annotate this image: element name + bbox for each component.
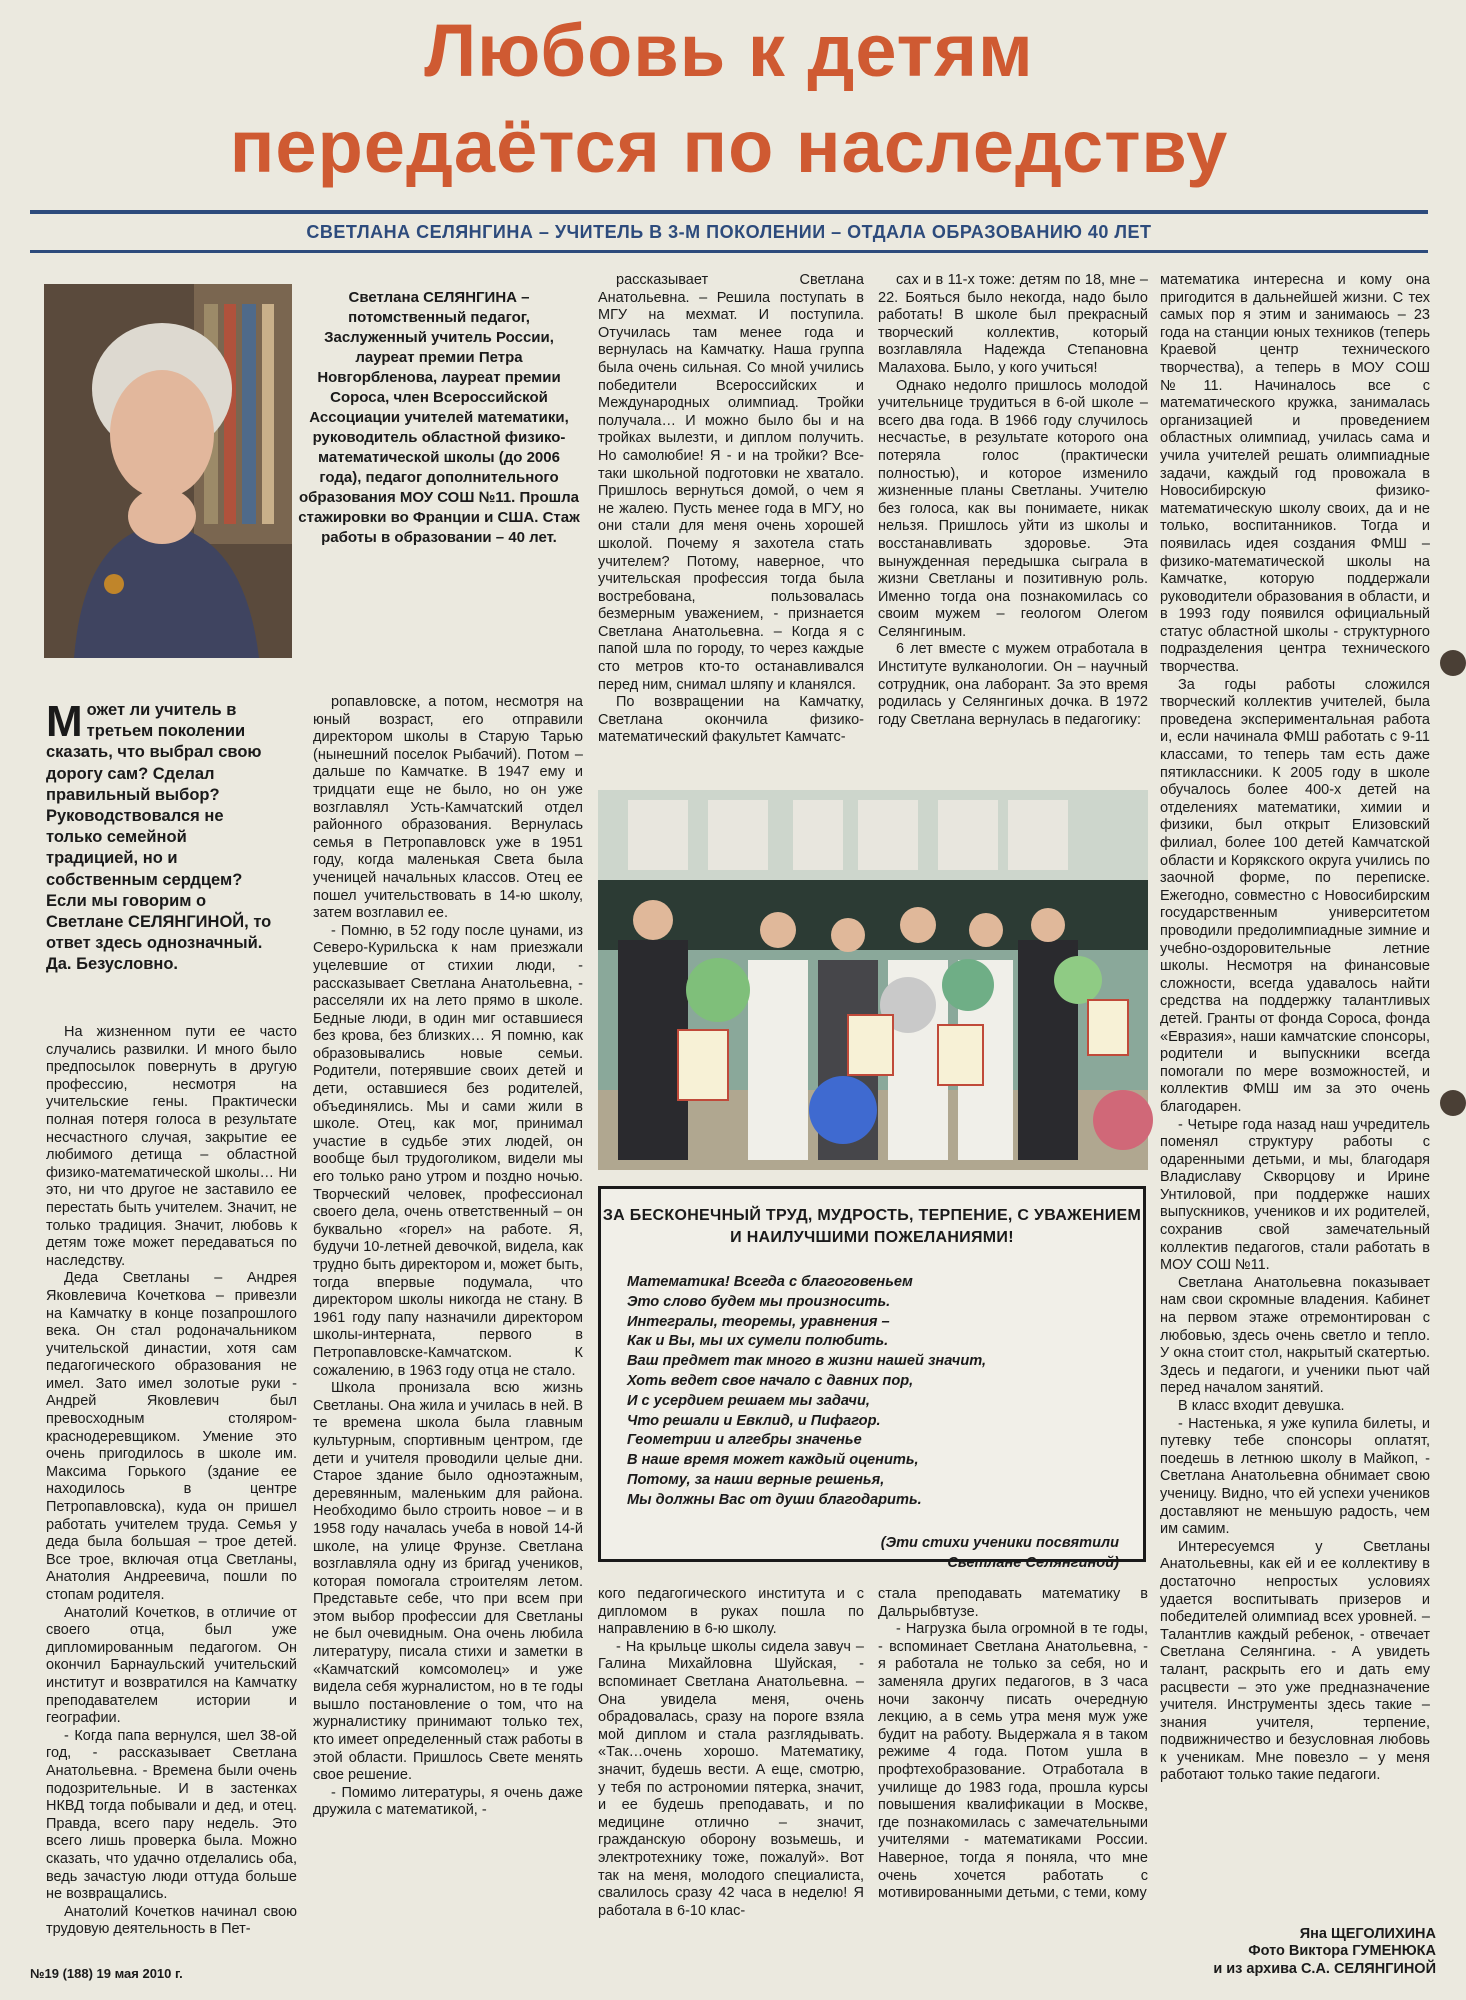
poem-line: Мы должны Вас от души благодарить. (627, 1491, 922, 1508)
poem-note (601, 1533, 1119, 1573)
article-column-4-top (878, 272, 1148, 786)
paragraph: - На крыльце школы сидела завуч – Галина Михайловна Шуйская, - вспоминает Светлана Анатольевна. – Она увидела меня, очень обрадовалась, сразу на пороге взяла мой диплом и стала разглядывать. «Так…очень хорошо. Математику, значит, будешь вести. А еще, смотрю, у тебя по астрономии пятерка, значит, и ее будешь преподавать, и по медицине отлично – значит, гражданскую оборону возьмешь, и электротехнику тоже, пожалуй». Вот так на меня, молодого специалиста, свалилось сразу 42 часа в неделю! Я работала в 6-10 клас- (598, 1638, 864, 1919)
title-line-2: передаётся по наследству (229, 105, 1229, 188)
article-column-3-bottom (598, 1586, 864, 1922)
paragraph: По возвращении на Камчатку, Светлана окончила физико-математический факультет Камчатс- (598, 694, 864, 746)
classroom-photo (598, 790, 1148, 1170)
drop-cap: М (46, 697, 83, 746)
paragraph: - Нагрузка была огромной в те годы, - вспоминает Светлана Анатольевна, - я работала не только за себя, но и заменяла других педагогов, в 3 часа ночи закончу писать очередную лекцию, а в семь утра меня муж уже будит на работу. Выдержала я в таком режиме 4 года. Потом ушла в профтехобразование. Отработала в училище до 1983 года, прошла курсы повышения квалификации в Москве, где познакомилась с замечательными учителями - математиками России. Наверное, тогда я поняла, что мне очень хочется работать с мотивированными детьми, с теми, кому (878, 1621, 1148, 1902)
article-column-2 (313, 694, 583, 1924)
binder-hole (1440, 1090, 1466, 1116)
poem-text (627, 1273, 1143, 1511)
paragraph: ропавловске, а потом, несмотря на юный возраст, его отправили директором школы в Старую Тарью (нынешний поселок Рыбачий). Потом – дальше по Камчатке. В 1947 ему и тридцати еще не было, но он уже возглавлял Усть-Камчатский отдел районного образования. Вернулась семья в Петропавловск уже в 1951 году, когда маленькая Света была ученицей начальных классов. Отец ее пошел учительствовать в 14-ю школу, затем возглавил ее. (313, 694, 583, 922)
poem-line: Ваш предмет так много в жизни нашей значит, (627, 1353, 987, 1370)
paragraph: 6 лет вместе с мужем отработала в Институте вулканологии. Он – научный сотрудник, она лаборант. За это время родилась у Селянгиных дочка. В 1972 году Светлана вернулась в педагогику: (878, 641, 1148, 728)
poem-line: Геометрии и алгебры значенье (627, 1432, 862, 1449)
paragraph: На жизненном пути ее часто случались развилки. И много было предпосылок повернуть в другую профессию, несмотря на учительские гены. Практически полная потеря голоса в результате несчастного случая, закрытие ее любимого детища – областной физико-математической школы… Ни это, ни что другое не заставило ее перестать быть учителем. Значит, не только традиция. Значит, любовь к детям тоже может передаваться по наследству. (46, 1024, 297, 1269)
subtitle-rule (30, 250, 1428, 253)
poem-box (598, 1186, 1146, 1571)
paragraph: Школа пронизала всю жизнь Светланы. Она жила и училась в ней. В те времена школа была главным культурным, спортивным центром, где дети и учителя проводили целые дни. Старое здание было одноэтажным, деревянным, маленьким для района. Необходимо было строить новое – и в 1958 году началась учеба в новой 14-й школе, на улице Фрунзе. Светлана возглавляла одну из бригад учеников, которая помогала строителям летом. Представьте себе, что при всем при этом выбор профессии для Светланы не был очевидным. Она очень любила литературу, писала стихи и заметки в «Камчатский комсомолец» и уже видела себя журналистом, но в те годы вышло постановление о том, что на журналистику принимают только тех, кто имеет определенный стаж работы в этой области. Пришлось Свете менять свое решение. (313, 1380, 583, 1784)
poem-line: Математика! Всегда с благоговеньем (627, 1274, 913, 1290)
photo-credit: Фото Виктора ГУМЕНЮКА (1248, 1943, 1436, 1960)
paragraph: рассказывает Светлана Анатольевна. – Решила поступать в МГУ на мехмат. И поступила. Отучилась там менее года и вернулась на Камчатку. Наша группа была очень сильная. Со мной учились победители Всероссийских и Международных олимпиад. Тройки получала… И можно было бы и на тройках вылезти, и диплом получить. Но самолюбие! Я - и на тройки? Все-таки школьной подготовки не хватало. Пришлось вернуться домой, о чем я не жалею. Пусть менее года в МГУ, но они стали для меня очень хорошей школой. Почему я захотела стать учителем? Потому, наверное, что учительская профессия тогда была востребована, пользовалась безмерным уважением, - признается Светлана Анатольевна. – Когда я с папой шла по городу, то через каждые сто метров кто-то останавливался перед ним, снимал шляпу и кланялся. (598, 272, 864, 693)
poem-line: Как и Вы, мы их сумели полюбить. (627, 1333, 889, 1350)
paragraph: сах и в 11-х тоже: детям по 18, мне – 22. Бояться было некогда, надо было работать! В школе был прекрасный творческий коллектив, который возглавляла Надежда Степановна Малахова. Было, у кого учиться! (878, 272, 1148, 376)
paragraph: За годы работы сложился творческий коллектив учителей, была проведена экспериментальная работа и, если начинала ФМШ работать с 9-11 классами, то теперь там есть даже пятиклассники. К 2005 году в школе обучалось более 400-х детей на отделениях математики, химии и физики, был открыт Елизовский филиал, более 100 детей Камчатской области и Корякского округа учились по заочной форме, по переписке. Ежегодно, совместно с Новосибирским государственным университетом проводили предолимпиадные зимние и учебно-оздоровительные летние школы. Несмотря на финансовые сложности, всегда удавалось найти средства на поддержку талантливых детей. Гранты от фонда Сороса, фонда «Евразия», наши камчатские спонсоры, родители и выпускники всегда помогали по мере возможностей, и коллектив ФМШ им за это очень благодарен. (1160, 676, 1430, 1115)
title-line-1: Любовь к детям (424, 9, 1034, 92)
lead-text: ожет ли учитель в третьем поколении сказать, что выбрал свою дорогу сам? Сделал правильный выбор? Руководствовался не только семейной традицией, но и собственным сердцем? Если мы говорим о Светлане СЕЛЯНГИНОЙ, то ответ здесь однозначный. Да. Безусловно. (46, 701, 272, 974)
paragraph: - Четыре года назад наш учредитель поменял структуру работы с одаренными детьми, и мы, благодаря Владиславу Скворцову и Ирине Унтиловой, при поддержке наших выпускников, учеников и их родителей, сохранив свой замечательный коллектив педагогов, стали работать в МОУ СОШ №11. (1160, 1116, 1430, 1274)
poem-line: Что решали и Евклид, и Пифагор. (627, 1412, 881, 1429)
paragraph: - Настенька, я уже купила билеты, и путевку тебе спонсоры оплатят, поедешь в летнюю школу в Майкоп, - Светлана Анатольевна обнимает свою ученицу. Видно, что ей успехи учеников доставляют не меньшую радость, чем им самим. (1160, 1415, 1430, 1538)
paragraph: Деда Светланы – Андрея Яковлевича Кочеткова – привезли на Камчатку в конце позапрошлого века. Он стал родоначальником учительской династии, хотя сам педагогического образования не имел. Зато имел золотые руки - Андрей Яковлевич был превосходным столяром-краснодеревщиком. Умение это очень пригодилось в школе им. Максима Горького (здание ее находилось в центре Петропавловска), куда он пришел работать учителем труда. Семья у деда была большая – трое детей. Все трое, включая отца Светланы, Анатолия Андреевича, пошли по стопам родителя. (46, 1270, 297, 1603)
article-column-5 (1160, 272, 1430, 1920)
poem-note-line: (Эти стихи ученики посвятили (880, 1534, 1119, 1551)
poem-line: В наше время может каждый оценить, (627, 1452, 919, 1469)
top-rule (30, 210, 1428, 214)
paragraph: - Помимо литературы, я очень даже дружила с математикой, - (313, 1784, 583, 1819)
paragraph: Однако недолго пришлось молодой учительнице трудиться в 6-ой школе – всего два года. В 1966 году случилось несчастье, в результате которого она потеряла голос (практически полностью), и которое изменило жизненные планы Светланы. Учителю без голоса, как вы понимаете, никак нельзя. Пришлось уйти из школы и восстанавливать здоровье. Эта вынужденная передышка сыграла в жизни Светланы и позитивную роль. Именно тогда она познакомилась со своим мужем – геологом Олегом Селянгиным. (878, 377, 1148, 640)
paragraph: математика интересна и кому она пригодится в дальнейшей жизни. С тех самых пор я этим и занимаюсь – 23 года на станции юных техников (теперь Краевой центр технического творчества), а теперь в МОУ СОШ №11. Начиналось все с математического кружка, занималась организацией и проведением областных олимпиад, училась сама и учила учителей решать олимпиадные задачи, каждый год провожала в Новосибирскую физико-математическую школу своих, да и не только, воспитанников. Тогда и появилась идея создания ФМШ – физико-математической школы на Камчатке, которую поддержали руководители образования в области, и в 1993 году появился официальный статус областной школы - структурного подразделения центра технического творчества. (1160, 272, 1430, 676)
poem-line: Интегралы, теоремы, уравнения – (627, 1313, 890, 1330)
issue-footer: №19 (188) 19 мая 2010 г. (30, 1966, 183, 1981)
paragraph: - Когда папа вернулся, шел 38-ой год, - рассказывает Светлана Анатольевна. - Времена были очень подозрительные. И в застенках НКВД тогда побывали и дед, и отец. Правда, всего пару недель. Это всего лишь проверка была. Можно сказать, что удачно отделались оба, ведь зачастую люди оттуда больше не возвращались. (46, 1727, 297, 1903)
paragraph: В класс входит девушка. (1178, 1398, 1345, 1414)
article-column-4-bottom (878, 1586, 1148, 1922)
paragraph: кого педагогического института и с дипломом в руках пошла по направлению в 6-ю школу. (598, 1586, 864, 1638)
poem-heading: ЗА БЕСКОНЕЧНЫЙ ТРУД, МУДРОСТЬ, ТЕРПЕНИЕ, С УВАЖЕНИЕМ И НАИЛУЧШИМИ ПОЖЕЛАНИЯМИ! (602, 1207, 1142, 1246)
article-column-1 (46, 1024, 297, 1938)
poem-line: И с усердием решаем мы задачи, (627, 1392, 870, 1409)
paragraph: стала преподавать математику в Дальрыбвтузе. (878, 1586, 1148, 1620)
poem-line: Потому, за наши верные решенья, (627, 1471, 885, 1488)
paragraph: Светлана Анатольевна показывает нам свои скромные владения. Кабинет на первом этаже отремонтирован с любовью, здесь очень светло и тепло. У окна стоит стол, накрытый скатертью. Здесь и педагоги, и ученики пьют чай перед началом занятий. (1160, 1274, 1430, 1397)
credits (1213, 1926, 1436, 1978)
article-column-3-top (598, 272, 864, 786)
paragraph: Анатолий Кочетков начинал свою трудовую деятельность в Пет- (46, 1903, 297, 1938)
subtitle: СВЕТЛАНА СЕЛЯНГИНА – УЧИТЕЛЬ В 3-М ПОКОЛЕНИИ – ОТДАЛА ОБРАЗОВАНИЮ 40 ЛЕТ (306, 222, 1152, 242)
author-credit: Яна ЩЕГОЛИХИНА (1299, 1926, 1436, 1942)
portrait-photo (44, 284, 292, 658)
binder-hole (1440, 650, 1466, 676)
paragraph: Интересуемся у Светланы Анатольевны, как ей и ее коллективу в достаточно непростых условиях удается воспитывать призеров и победителей олимпиад всех уровней. – Талантлив каждый ребенок, - отвечает Светлана Селянгина. - А увидеть талант, раскрыть его и дать ему расцвести – это уже предназначение учителя. Инструменты здесь такие – знания учителя, терпение, подвижничество и безусловная любовь к ученикам. Мне повезло – у меня работают только такие педагоги. (1160, 1538, 1430, 1784)
poem-line: Это слово будем мы произносить. (627, 1293, 891, 1310)
photo-credit: и из архива С.А. СЕЛЯНГИНОЙ (1213, 1960, 1436, 1977)
paragraph: Анатолий Кочетков, в отличие от своего отца, был уже дипломированным педагогом. Он окончил Барнаульский учительский институт и возвратился на Камчатку преподавателем истории и географии. (46, 1604, 297, 1727)
lead-paragraph (46, 697, 276, 976)
paragraph: - Помню, в 52 году после цунами, из Северо-Курильска к нам приезжали уцелевшие от стихии люди, - рассказывает Светлана Анатольевна, - расселяли их на лето прямо в школе. Бедные люди, в один миг оставшиеся без крова, без близких… Я помню, как образовывались новые семьи. Родители, потерявшие своих детей и дети, оставшиеся без родителей, объединялись. Мы и сами жили в школе. Отец, как мог, принимал участие в судьбе этих людей, он вообще был трудоголиком, видели мы его только рано утром и поздно ночью. Творческий человек, профессионал своего дела, очень ответственный – он буквально «горел» на работе. Я, будучи 10-летней девочкой, видела, как трудно быть директором и, может быть, тогда впервые подумала, что директором школы никогда не стану. В 1961 году папу назначили директором школы-интерната, первого в Петропавловске-Камчатском. К сожалению, в 1963 году отца не стало. (313, 922, 583, 1379)
poem-note-line: Светлане Селянгиной) (947, 1554, 1119, 1571)
bio-text: Светлана СЕЛЯНГИНА – потомственный педагог, Заслуженный учитель России, лауреат премии Петра Новгорбленова, лауреат премии Сороса, член Всероссийской Ассоциации учителей математики, руководитель областной физико-математической школы (до 2006 года), педагог дополнительного образования МОУ СОШ №11. Прошла стажировки во Франции и США. Стаж работы в образовании – 40 лет. (298, 289, 580, 546)
poem-line: Хоть ведет свое начало с давних пор, (627, 1372, 914, 1389)
